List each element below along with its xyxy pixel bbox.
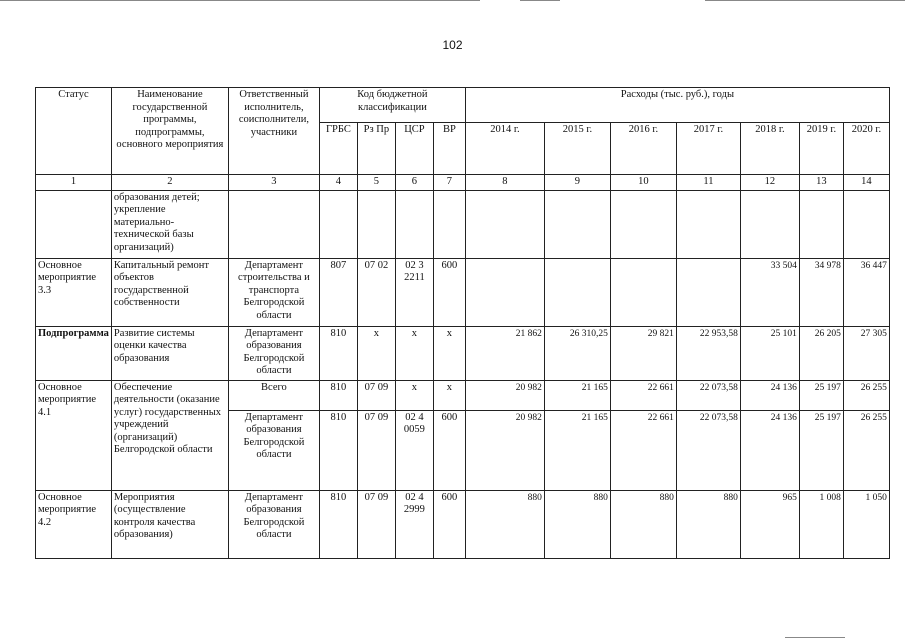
- row-grbs: 810: [319, 490, 357, 558]
- row-rzpr: 07 09: [357, 490, 395, 558]
- row-executor: Департамент образования Белгородской области: [228, 326, 319, 380]
- row-value: 22 661: [610, 410, 676, 490]
- row-name: образования детей; укрепление материально-технической базы организаций): [111, 190, 228, 258]
- row-value: 25 197: [799, 410, 843, 490]
- row-value: 880: [465, 490, 544, 558]
- row-name: Мероприятия (осуществление контроля качества образования): [111, 490, 228, 558]
- row-status: Основное мероприятие 4.2: [36, 490, 112, 558]
- scan-artifact-line: [0, 0, 480, 1]
- row-value: 24 136: [740, 380, 799, 410]
- col-number: 5: [357, 175, 395, 191]
- row-csr: 02 4 0059: [395, 410, 433, 490]
- row-value: 26 255: [843, 410, 889, 490]
- col-number: 3: [228, 175, 319, 191]
- row-grbs: 810: [319, 380, 357, 410]
- row-grbs: [319, 190, 357, 258]
- row-value: [544, 258, 610, 326]
- row-vr: 600: [433, 258, 465, 326]
- row-executor: Департамент строительства и транспорта Белгородской области: [228, 258, 319, 326]
- row-value: 22 073,58: [676, 380, 740, 410]
- row-rzpr: [357, 190, 395, 258]
- row-value: 21 165: [544, 380, 610, 410]
- row-value: 22 073,58: [676, 410, 740, 490]
- row-status: [36, 190, 112, 258]
- row-value: 22 953,58: [676, 326, 740, 380]
- col-number: 9: [544, 175, 610, 191]
- header-executor: Ответственный исполнитель, соисполнители, участники: [228, 88, 319, 175]
- row-value: 880: [544, 490, 610, 558]
- scan-artifact-line: [705, 0, 905, 1]
- header-grbs: ГРБС: [319, 123, 357, 175]
- row-value: [610, 190, 676, 258]
- header-year: 2014 г.: [465, 123, 544, 175]
- row-csr: 02 4 2999: [395, 490, 433, 558]
- table-row: [36, 490, 890, 558]
- row-value: 21 862: [465, 326, 544, 380]
- row-csr: x: [395, 380, 433, 410]
- row-value: 26 255: [843, 380, 889, 410]
- row-value: [843, 190, 889, 258]
- row-name: Развитие системы оценки качества образования: [111, 326, 228, 380]
- row-rzpr: 07 09: [357, 380, 395, 410]
- row-grbs: 810: [319, 326, 357, 380]
- table-row: [36, 380, 890, 410]
- row-vr: x: [433, 326, 465, 380]
- col-number: 12: [740, 175, 799, 191]
- col-number: 7: [433, 175, 465, 191]
- row-grbs: 810: [319, 410, 357, 490]
- row-value: 29 821: [610, 326, 676, 380]
- header-year: 2019 г.: [799, 123, 843, 175]
- col-number: 2: [111, 175, 228, 191]
- table-row: [36, 326, 890, 380]
- row-value: 36 447: [843, 258, 889, 326]
- col-number: 13: [799, 175, 843, 191]
- row-rzpr: x: [357, 326, 395, 380]
- row-value: 1 050: [843, 490, 889, 558]
- row-grbs: 807: [319, 258, 357, 326]
- row-value: 20 982: [465, 380, 544, 410]
- col-number: 10: [610, 175, 676, 191]
- row-vr: 600: [433, 410, 465, 490]
- row-value: [465, 258, 544, 326]
- header-rzpr: Рз Пр: [357, 123, 395, 175]
- table-row: [36, 258, 890, 326]
- row-value: [465, 190, 544, 258]
- row-value: [676, 190, 740, 258]
- row-executor: Департамент образования Белгородской области: [228, 410, 319, 490]
- row-value: [610, 258, 676, 326]
- row-value: 22 661: [610, 380, 676, 410]
- scan-artifact-line: [785, 637, 845, 638]
- row-value: 20 982: [465, 410, 544, 490]
- row-status: Основное мероприятие 4.1: [36, 380, 112, 490]
- row-value: 1 008: [799, 490, 843, 558]
- row-vr: x: [433, 380, 465, 410]
- row-status: Подпрограмма: [36, 326, 112, 380]
- header-vr: ВР: [433, 123, 465, 175]
- header-csr: ЦСР: [395, 123, 433, 175]
- header-status: Статус: [36, 88, 112, 175]
- row-name: Обеспечение деятельности (оказание услуг) государственных учреждений (организаций) Белгородской области: [111, 380, 228, 490]
- row-name: Капитальный ремонт объектов государственной собственности: [111, 258, 228, 326]
- row-executor: Департамент образования Белгородской области: [228, 490, 319, 558]
- row-value: 25 101: [740, 326, 799, 380]
- col-number: 4: [319, 175, 357, 191]
- row-value: 880: [676, 490, 740, 558]
- row-csr: x: [395, 326, 433, 380]
- budget-table: [35, 87, 890, 559]
- row-value: 965: [740, 490, 799, 558]
- row-status: Основное мероприятие 3.3: [36, 258, 112, 326]
- page-number: 102: [442, 38, 463, 52]
- header-budget-code: Код бюджетной классификации: [319, 88, 465, 123]
- row-vr: [433, 190, 465, 258]
- row-executor: Всего: [228, 380, 319, 410]
- row-rzpr: 07 09: [357, 410, 395, 490]
- row-value: 24 136: [740, 410, 799, 490]
- header-name: Наименование государственной программы, подпрограммы, основного мероприятия: [111, 88, 228, 175]
- col-number: 1: [36, 175, 112, 191]
- column-number-row: [36, 175, 890, 191]
- row-value: 27 305: [843, 326, 889, 380]
- row-csr: 02 3 2211: [395, 258, 433, 326]
- header-expenses: Расходы (тыс. руб.), годы: [465, 88, 889, 123]
- row-value: 21 165: [544, 410, 610, 490]
- col-number: 8: [465, 175, 544, 191]
- row-value: [544, 190, 610, 258]
- scan-artifact-line: [520, 0, 560, 1]
- row-vr: 600: [433, 490, 465, 558]
- col-number: 11: [676, 175, 740, 191]
- col-number: 6: [395, 175, 433, 191]
- header-row-1: [36, 88, 890, 123]
- row-csr: [395, 190, 433, 258]
- header-year: 2018 г.: [740, 123, 799, 175]
- row-executor: [228, 190, 319, 258]
- row-value: 33 504: [740, 258, 799, 326]
- header-year: 2017 г.: [676, 123, 740, 175]
- row-value: [799, 190, 843, 258]
- row-value: 26 205: [799, 326, 843, 380]
- row-value: 34 978: [799, 258, 843, 326]
- table-row: [36, 190, 890, 258]
- row-value: 26 310,25: [544, 326, 610, 380]
- header-year: 2020 г.: [843, 123, 889, 175]
- header-year: 2015 г.: [544, 123, 610, 175]
- col-number: 14: [843, 175, 889, 191]
- row-value: [740, 190, 799, 258]
- row-value: 880: [610, 490, 676, 558]
- row-rzpr: 07 02: [357, 258, 395, 326]
- row-value: [676, 258, 740, 326]
- header-year: 2016 г.: [610, 123, 676, 175]
- row-value: 25 197: [799, 380, 843, 410]
